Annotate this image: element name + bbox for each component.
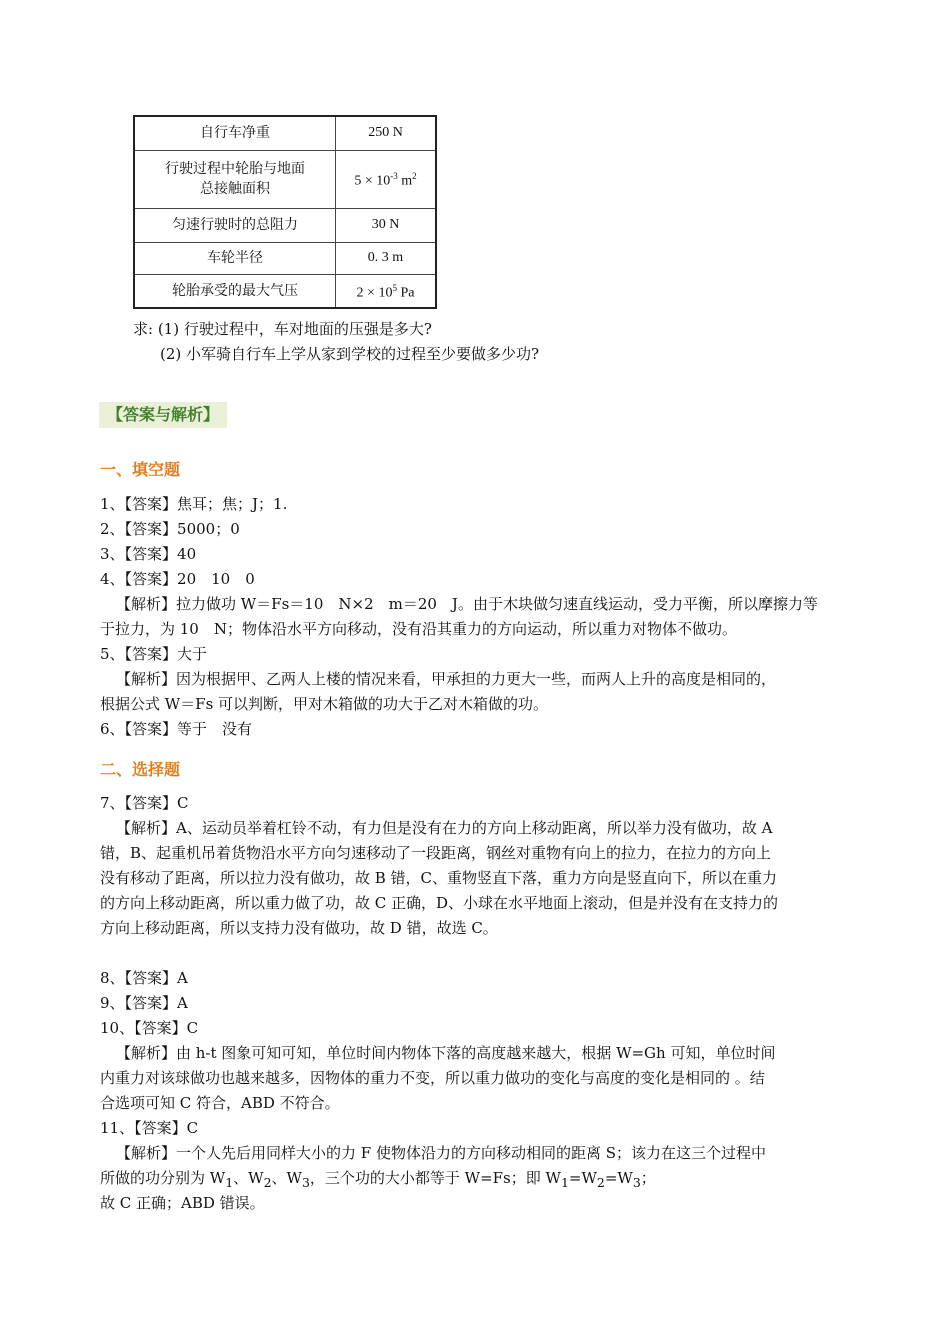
answer-line: 5、【答案】大于 (100, 645, 208, 663)
answer-line: 7、【答案】C (100, 794, 189, 812)
answer-banner: 【答案与解析】 (99, 402, 227, 428)
explanation-line: 【解析】一个人先后用同样大小的力 F 使物体沿力的方向移动相同的距离 S；该力在这三个过程中 (116, 1144, 766, 1162)
explanation-line: 错，B、起重机吊着货物沿水平方向匀速移动了一段距离，钢丝对重物有向上的拉力，在拉力的方向上 (100, 844, 772, 862)
table-cell-value: 0. 3 m (336, 242, 437, 274)
table-cell-label-line: 行驶过程中轮胎与地面 (165, 161, 305, 177)
question-2: (2) 小军骑自行车上学从家到学校的过程至少要做多少功? (160, 345, 540, 363)
question-1: 求: (1) 行驶过程中，车对地面的压强是多大? (133, 320, 432, 338)
table-cell-label (134, 150, 336, 208)
table-cell-label: 轮胎承受的最大气压 (134, 274, 336, 308)
explanation-line: 方向上移动距离，所以支持力没有做功，故 D 错，故选 C。 (100, 919, 498, 937)
explanation-line: 合选项可知 C 符合，ABD 不符合。 (100, 1094, 340, 1112)
table-cell-value: 250 N (336, 116, 437, 150)
table-cell-label: 自行车净重 (134, 116, 336, 150)
table-cell-value: $2 \times 10^5$ Pa (336, 274, 437, 308)
table-cell-label: 匀速行驶时的总阻力 (134, 208, 336, 242)
answer-line: 11、【答案】C (100, 1119, 199, 1137)
explanation-line: 没有移动了距离，所以拉力没有做功，故 B 错，C、重物竖直下落，重力方向是竖直向下，所以在重力 (100, 869, 778, 887)
explanation-line: 根据公式 W＝Fs 可以判断，甲对木箱做的功大于乙对木箱做的功。 (100, 695, 549, 713)
table-cell-value: $5 \times 10^{-3}$ $m^2$ (336, 150, 437, 208)
answer-line: 2、【答案】5000；0 (100, 520, 240, 538)
section-heading-choice: 二、选择题 (100, 760, 181, 779)
answer-line: 9、【答案】A (100, 994, 188, 1012)
table-cell-label: 车轮半径 (134, 242, 336, 274)
explanation-line: 【解析】由 h-t 图象可知可知，单位时间内物体下落的高度越来越大，根据 W=Gh 可知，单位时间 (116, 1044, 776, 1062)
explanation-line: 所做的功分别为 $W_1$、$W_2$、$W_3$，三个功的大小都等于 W=Fs；即 $W_1=W_2=W_3$； (100, 1169, 656, 1190)
spec-table (133, 115, 437, 309)
table-cell-label-line: 总接触面积 (200, 181, 270, 197)
answer-line: 10、【答案】C (100, 1019, 199, 1037)
explanation-line: 于拉力，为 10 N；物体沿水平方向移动，没有沿其重力的方向运动，所以重力对物体不做功。 (100, 620, 737, 638)
answer-line: 8、【答案】A (100, 969, 188, 987)
explanation-line: 内重力对该球做功也越来越多，因物体的重力不变，所以重力做功的变化与高度的变化是相同的 。结 (100, 1069, 765, 1087)
answer-line: 1、【答案】焦耳；焦；J；1. (100, 495, 288, 513)
explanation-line: 【解析】因为根据甲、乙两人上楼的情况来看，甲承担的力更大一些，而两人上升的高度是相同的， (116, 670, 777, 688)
table-cell-value: 30 N (336, 208, 437, 242)
explanation-line: 故 C 正确；ABD 错误。 (100, 1194, 265, 1212)
section-heading-fill: 一、填空题 (100, 460, 181, 479)
answer-line: 6、【答案】等于 没有 (100, 720, 253, 738)
answer-line: 3、【答案】40 (100, 545, 197, 563)
answer-line: 4、【答案】20 10 0 (100, 570, 255, 588)
explanation-line: 【解析】A、运动员举着杠铃不动，有力但是没有在力的方向上移动距离，所以举力没有做功，故 A (116, 819, 773, 837)
explanation-line: 【解析】拉力做功 W＝Fs＝10 N×2 m＝20 J。由于木块做匀速直线运动，受力平衡，所以摩擦力等 (116, 595, 818, 613)
explanation-line: 的方向上移动距离，所以重力做了功，故 C 正确，D、小球在水平地面上滚动，但是并没有在支持力的 (100, 894, 779, 912)
